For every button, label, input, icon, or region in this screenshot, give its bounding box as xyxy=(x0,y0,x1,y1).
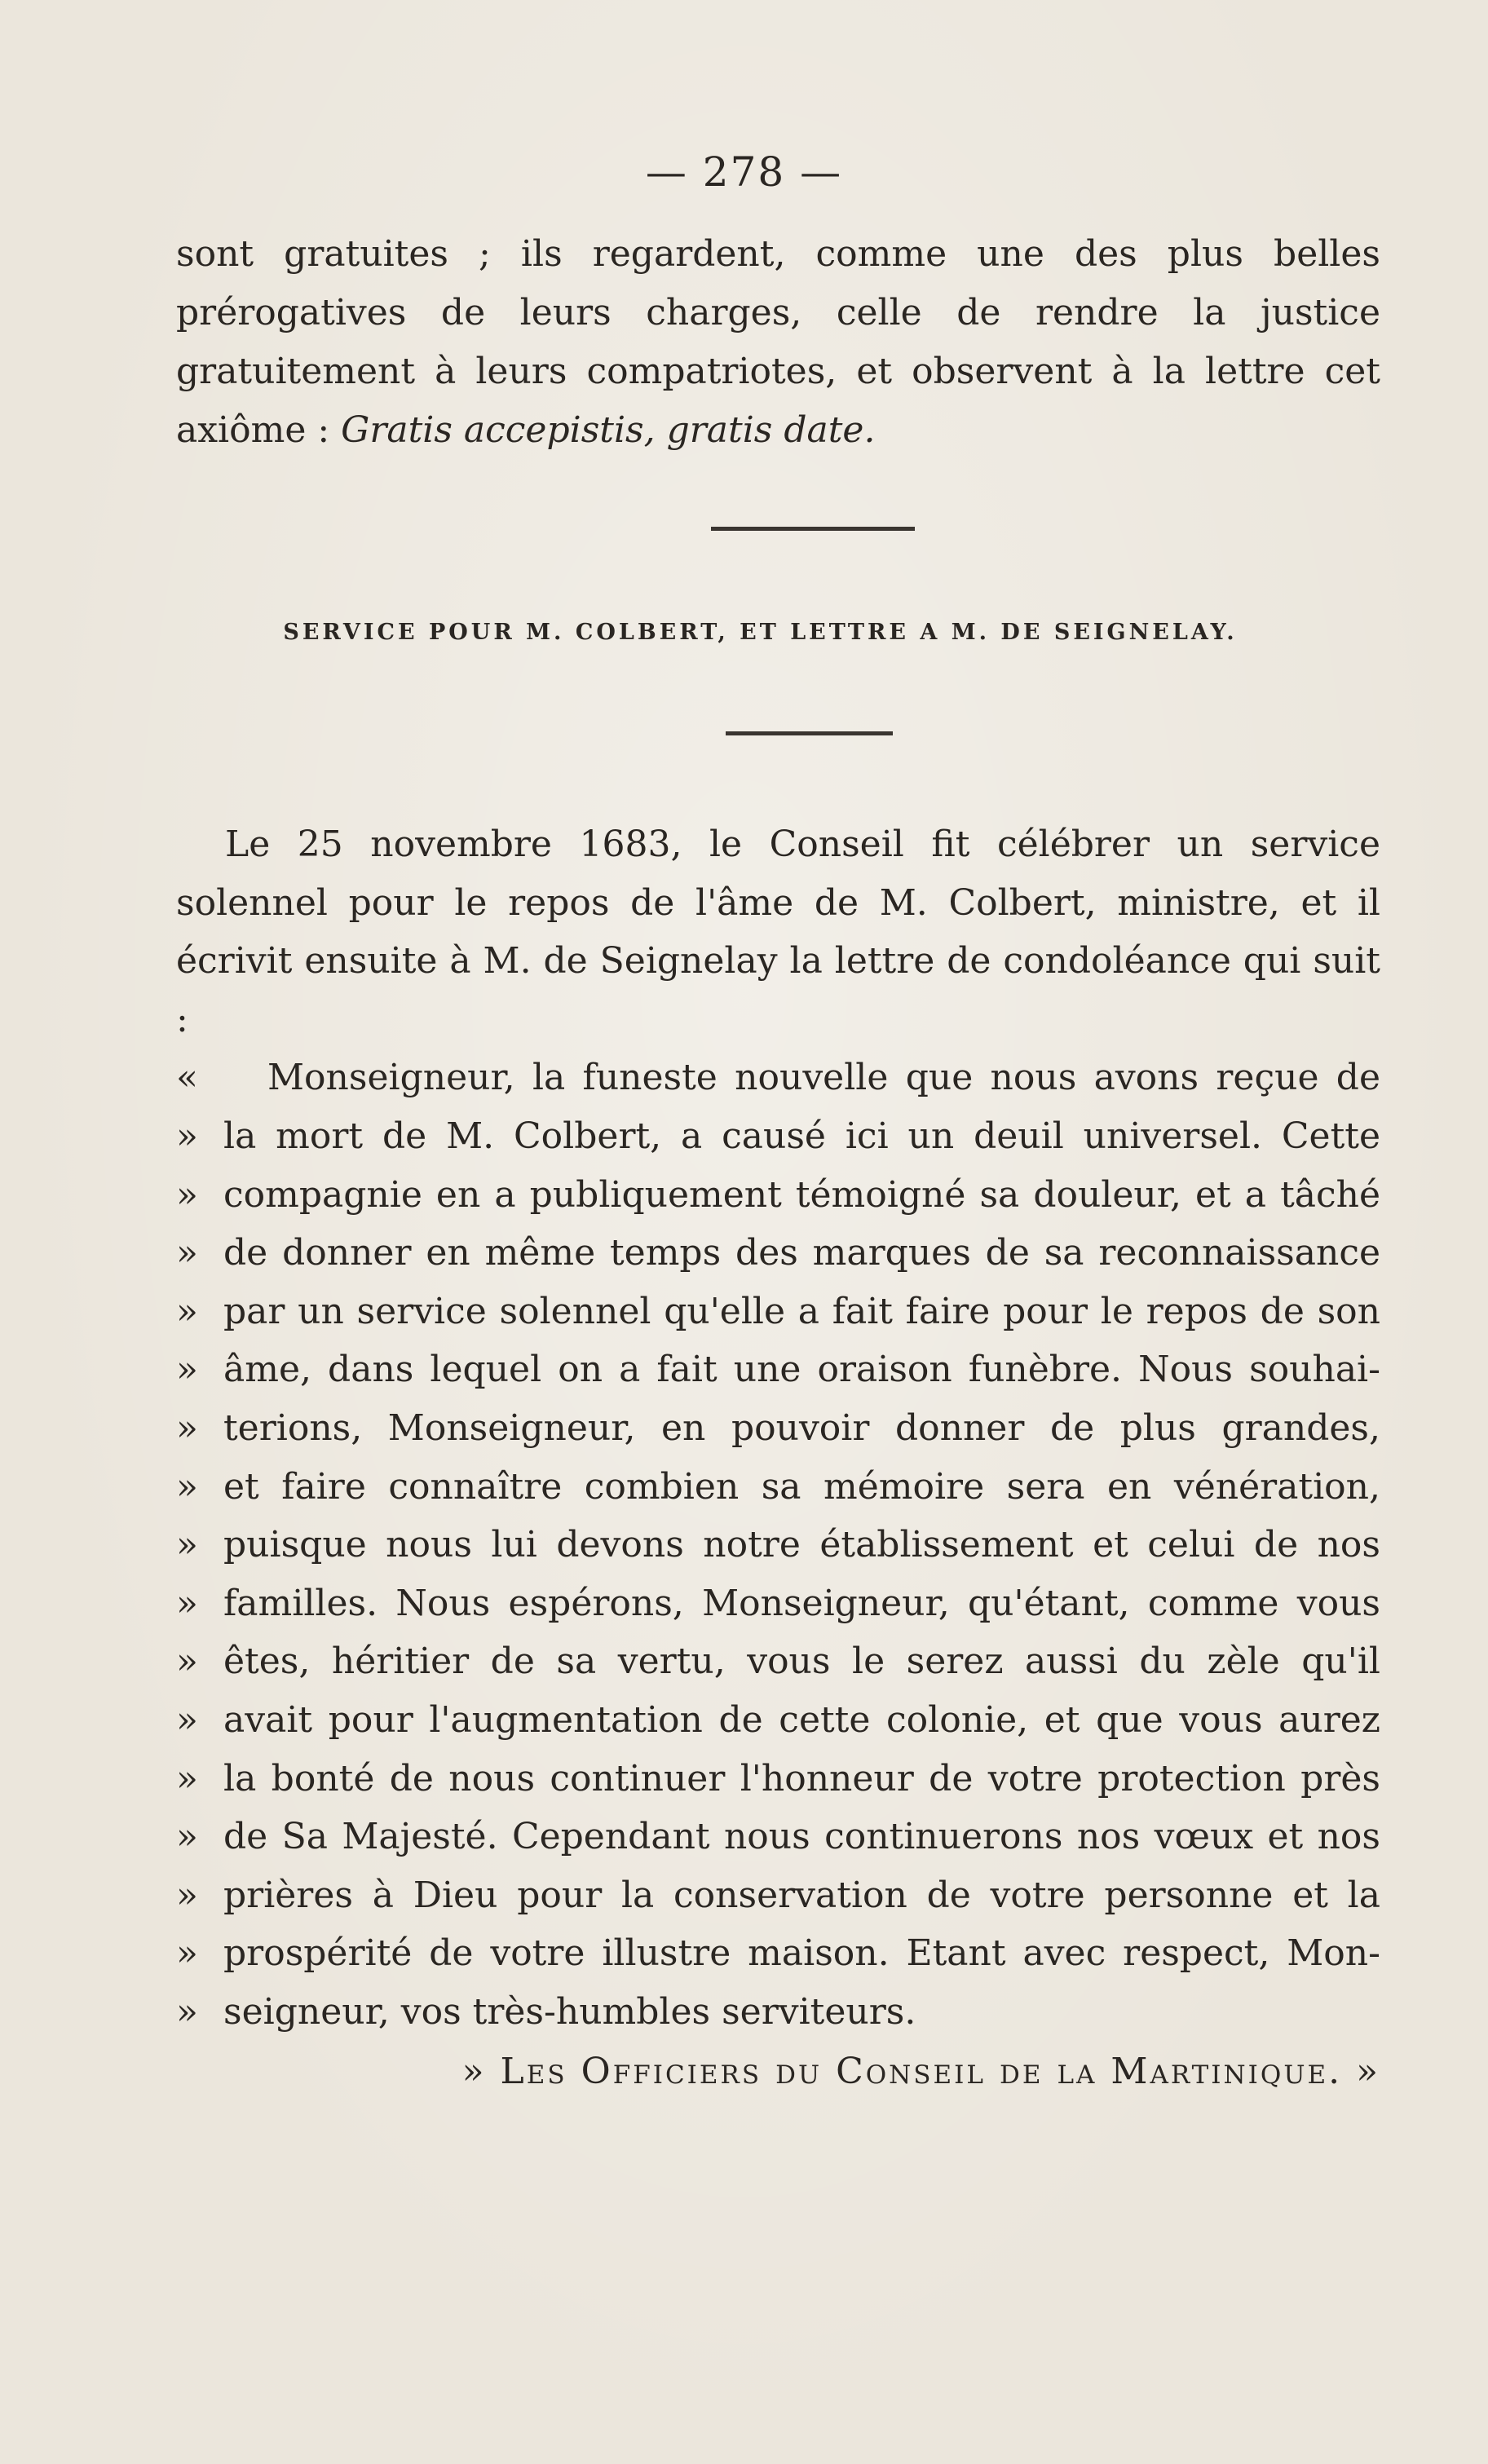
letter-line-text: Monseigneur, la funeste nouvelle que nous avons reçue de xyxy=(267,1057,1380,1099)
page-number: — 278 — xyxy=(645,148,843,196)
quote-mark: » xyxy=(176,1406,198,1449)
letter-line xyxy=(176,1516,1380,1574)
letter-line xyxy=(176,1049,1380,1107)
quote-mark: » xyxy=(176,1290,198,1332)
section-divider-bottom xyxy=(726,731,893,735)
quote-mark: « xyxy=(176,1057,198,1099)
letter-line xyxy=(176,1340,1380,1399)
letter-line-text: terions, Monseigneur, en pouvoir donner de plus grandes, xyxy=(223,1406,1380,1449)
section-divider-top xyxy=(711,527,915,531)
quote-mark: » xyxy=(176,1816,198,1858)
letter-line xyxy=(176,1924,1380,1983)
letter-line xyxy=(176,1458,1380,1517)
quote-mark: » xyxy=(176,1115,198,1157)
letter-line xyxy=(176,1166,1380,1225)
letter-line-text: puisque nous lui devons notre établissement et celui de nos xyxy=(223,1524,1380,1566)
quote-mark: » xyxy=(176,1524,198,1566)
letter-line-text: êtes, héritier de sa vertu, vous le serez aussi du zèle qu'il xyxy=(223,1640,1380,1683)
letter-line-text: seigneur, vos très-humbles serviteurs. xyxy=(223,1990,916,2033)
letter-line xyxy=(176,1750,1380,1808)
letter-line-text: âme, dans lequel on a fait une oraison funèbre. Nous souhai- xyxy=(223,1349,1380,1391)
quote-mark: » xyxy=(176,1582,198,1624)
quote-mark: » xyxy=(176,1698,198,1741)
quote-mark: » xyxy=(176,1990,198,2033)
letter-line-text: de donner en même temps des marques de sa reconnaissance xyxy=(223,1232,1380,1274)
letter-line xyxy=(176,1574,1380,1633)
letter-line-text: familles. Nous espérons, Monseigneur, qu'étant, comme vous xyxy=(223,1582,1380,1624)
letter-line xyxy=(176,1283,1380,1341)
letter-line-text: prospérité de votre illustre maison. Etant avec respect, Mon- xyxy=(223,1932,1380,1975)
top-paragraph xyxy=(176,225,1380,460)
letter-signature: » Les Officiers du Conseil de la Martinique. » xyxy=(461,2051,1380,2093)
letter-line-text: prières à Dieu pour la conservation de votre personne et la xyxy=(223,1874,1380,1916)
intro-paragraph: Le 25 novembre 1683, le Conseil fit célébrer un service solennel pour le repos de l'âme de M. Colbert, ministre, et il écrivit ensuite à M. de Seignelay la lettre de condoléance qui suit : xyxy=(176,824,1380,1040)
latin-quote: Gratis accepistis, gratis date. xyxy=(341,409,876,451)
quote-mark: » xyxy=(176,1232,198,1274)
section-heading: SERVICE POUR M. COLBERT, ET LETTRE A M. DE SEIGNELAY. xyxy=(283,620,1238,645)
letter-line-text: de Sa Majesté. Cependant nous continuerons nos vœux et nos xyxy=(223,1816,1380,1858)
letter-line xyxy=(176,1107,1380,1166)
quote-mark: » xyxy=(176,1349,198,1391)
letter-body xyxy=(176,1049,1380,2041)
quote-mark: » xyxy=(176,1465,198,1508)
letter-line xyxy=(176,1808,1380,1866)
letter-line xyxy=(176,1983,1380,2042)
letter-line-text: la bonté de nous continuer l'honneur de votre protection près xyxy=(223,1757,1380,1799)
quote-mark: » xyxy=(176,1640,198,1683)
letter-line xyxy=(176,1399,1380,1458)
quote-mark: » xyxy=(176,1932,198,1975)
quote-mark: » xyxy=(176,1757,198,1799)
quote-mark: » xyxy=(176,1173,198,1216)
letter-line-text: et faire connaître combien sa mémoire sera en vénération, xyxy=(223,1465,1380,1508)
letter-line-text: avait pour l'augmentation de cette colonie, et que vous aurez xyxy=(223,1698,1380,1741)
letter-line xyxy=(176,1866,1380,1925)
letter-line xyxy=(176,1691,1380,1750)
letter-line xyxy=(176,1632,1380,1691)
letter-line-text: la mort de M. Colbert, a causé ici un deuil universel. Cette xyxy=(223,1115,1380,1157)
top-paragraph-text: sont gratuites ; ils regardent, comme une des plus belles prérogatives de leurs charges, celle de rendre la justice gratuitement à leurs compatriotes, et observent à la lettre cet axiôme : xyxy=(176,233,1380,451)
letter-block xyxy=(176,815,1380,2101)
quote-mark: » xyxy=(176,1874,198,1916)
letter-line-text: par un service solennel qu'elle a fait faire pour le repos de son xyxy=(223,1290,1380,1332)
letter-line-text: compagnie en a publiquement témoigné sa douleur, et a tâché xyxy=(223,1173,1380,1216)
letter-line xyxy=(176,1224,1380,1283)
